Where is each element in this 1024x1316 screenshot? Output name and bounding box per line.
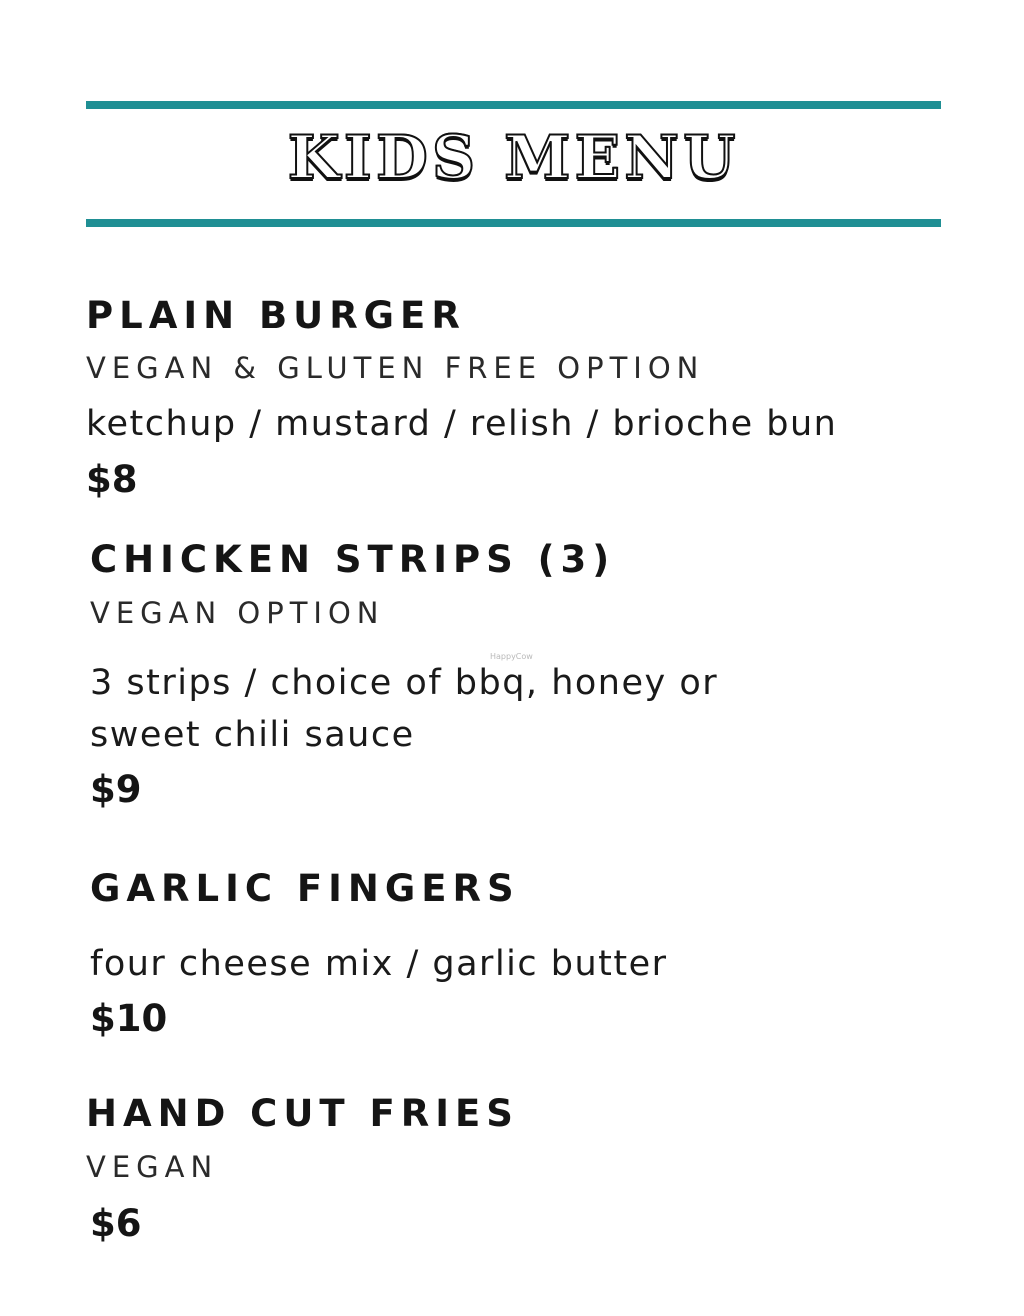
item-name: HAND CUT FRIES: [86, 1092, 519, 1135]
item-price: $10: [90, 997, 168, 1040]
item-name: CHICKEN STRIPS (3): [90, 538, 616, 581]
item-dietary-note: VEGAN: [86, 1150, 219, 1184]
item-price: $8: [86, 458, 138, 501]
item-description-line: 3 strips / choice of bbq, honey or: [90, 663, 719, 703]
item-price: $9: [90, 768, 142, 811]
title-top-rule: [86, 101, 941, 109]
item-dietary-note: VEGAN OPTION: [90, 596, 385, 630]
title-bottom-rule: [86, 219, 941, 227]
item-description: ketchup / mustard / relish / brioche bun: [86, 404, 838, 444]
item-name: PLAIN BURGER: [86, 294, 466, 337]
item-description-line: sweet chili sauce: [90, 715, 415, 755]
item-description: four cheese mix / garlic butter: [90, 944, 668, 984]
item-price: $6: [90, 1202, 142, 1245]
item-name: GARLIC FINGERS: [90, 867, 520, 910]
menu-title: KIDS MENU: [287, 123, 740, 193]
item-dietary-note: VEGAN & GLUTEN FREE OPTION: [86, 351, 705, 385]
watermark: HappyCow: [490, 652, 533, 661]
